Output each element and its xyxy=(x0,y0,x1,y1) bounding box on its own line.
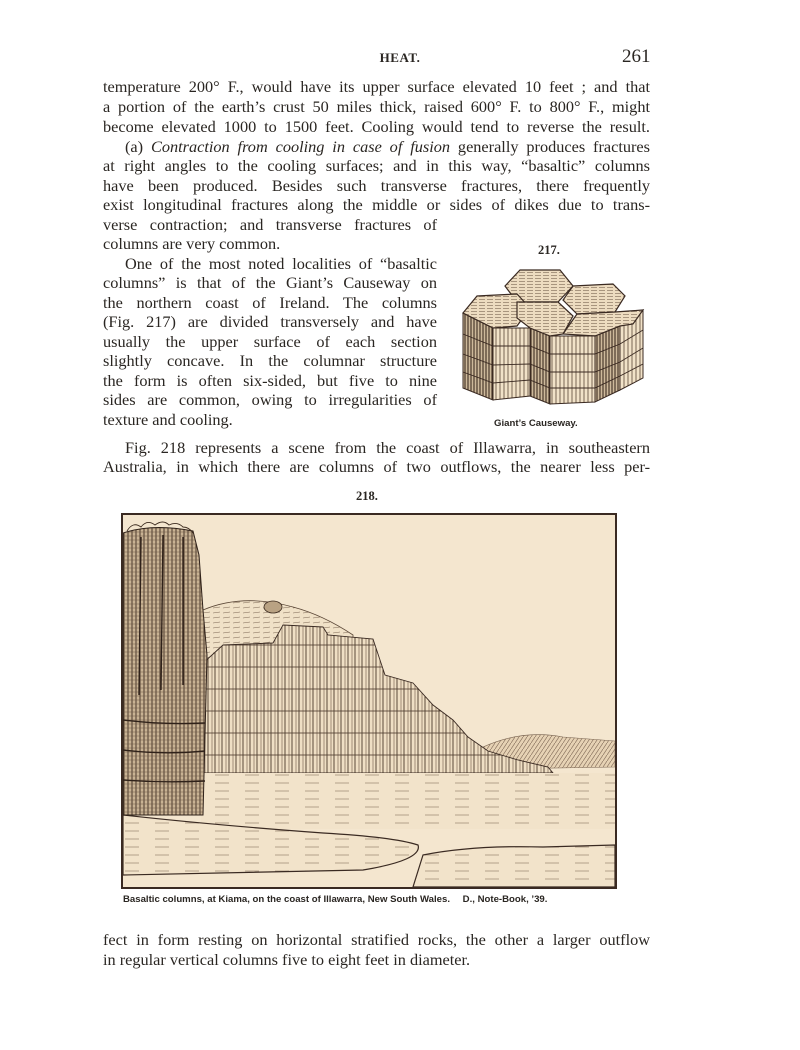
page-number: 261 xyxy=(622,46,651,67)
giants-causeway-illustration xyxy=(455,268,650,408)
caption-credit: D., Note-Book, ’39. xyxy=(462,894,548,905)
text-line: columns are very common. xyxy=(103,234,281,253)
italic-lead: Contraction from cooling in case of fusion xyxy=(150,137,451,156)
running-title: HEAT. xyxy=(379,50,421,65)
text-line: usually the upper surface of each section xyxy=(103,332,437,351)
text-line: sides are common, owing to irregularities of xyxy=(103,390,437,409)
text-line: (Fig. 217) are divided transversely and have xyxy=(103,312,437,331)
text-line: exist longitudinal fractures along the middle or sides of dikes due to trans- xyxy=(103,195,650,214)
text-line: verse contraction; and transverse fractures of xyxy=(103,215,437,234)
figure-frame xyxy=(121,513,617,889)
text-line: the northern coast of Ireland. The columns xyxy=(103,293,437,312)
text-line: in regular vertical columns five to eight feet in diameter. xyxy=(103,950,471,969)
text-line: have been produced. Besides such transverse fractures, there frequently xyxy=(103,176,650,195)
text-line: texture and cooling. xyxy=(103,410,233,429)
list-label: (a) xyxy=(125,137,144,156)
text-line: become elevated 1000 to 1500 feet. Cooling would tend to reverse the result. xyxy=(103,117,650,136)
caption-text: Basaltic columns, at Kiama, on the coast of Illawarra, New South Wales. xyxy=(123,894,450,905)
text-line: temperature 200° F., would have its upper surface elevated 10 feet ; and that xyxy=(103,77,650,96)
text-line xyxy=(103,137,650,156)
text-line: slightly concave. In the columnar structure xyxy=(103,351,437,370)
text-line: at right angles to the cooling surfaces; and in this way, “basaltic” columns xyxy=(103,156,650,175)
text-line: Fig. 218 represents a scene from the coast of Illawarra, in southeastern xyxy=(125,438,650,457)
text-line: One of the most noted localities of “basaltic xyxy=(125,254,437,273)
text-line: Australia, in which there are columns of two outflows, the nearer less per- xyxy=(103,457,650,476)
text-line: the form is often six-sided, but five to nine xyxy=(103,371,437,390)
figure-caption: Giant’s Causeway. xyxy=(494,418,578,429)
figure-number: 217. xyxy=(538,243,560,257)
text-line: a portion of the earth’s crust 50 miles thick, raised 600° F. to 800° F., might xyxy=(103,97,650,116)
figure-number: 218. xyxy=(356,489,378,503)
kiama-basalt-illustration xyxy=(123,515,615,887)
text-line: fect in form resting on horizontal stratified rocks, the other a larger outflow xyxy=(103,930,650,949)
text-line: columns” is that of the Giant’s Causeway on xyxy=(103,273,437,292)
line-rest: generally produces fractures xyxy=(457,137,650,156)
figure-caption xyxy=(123,894,547,905)
